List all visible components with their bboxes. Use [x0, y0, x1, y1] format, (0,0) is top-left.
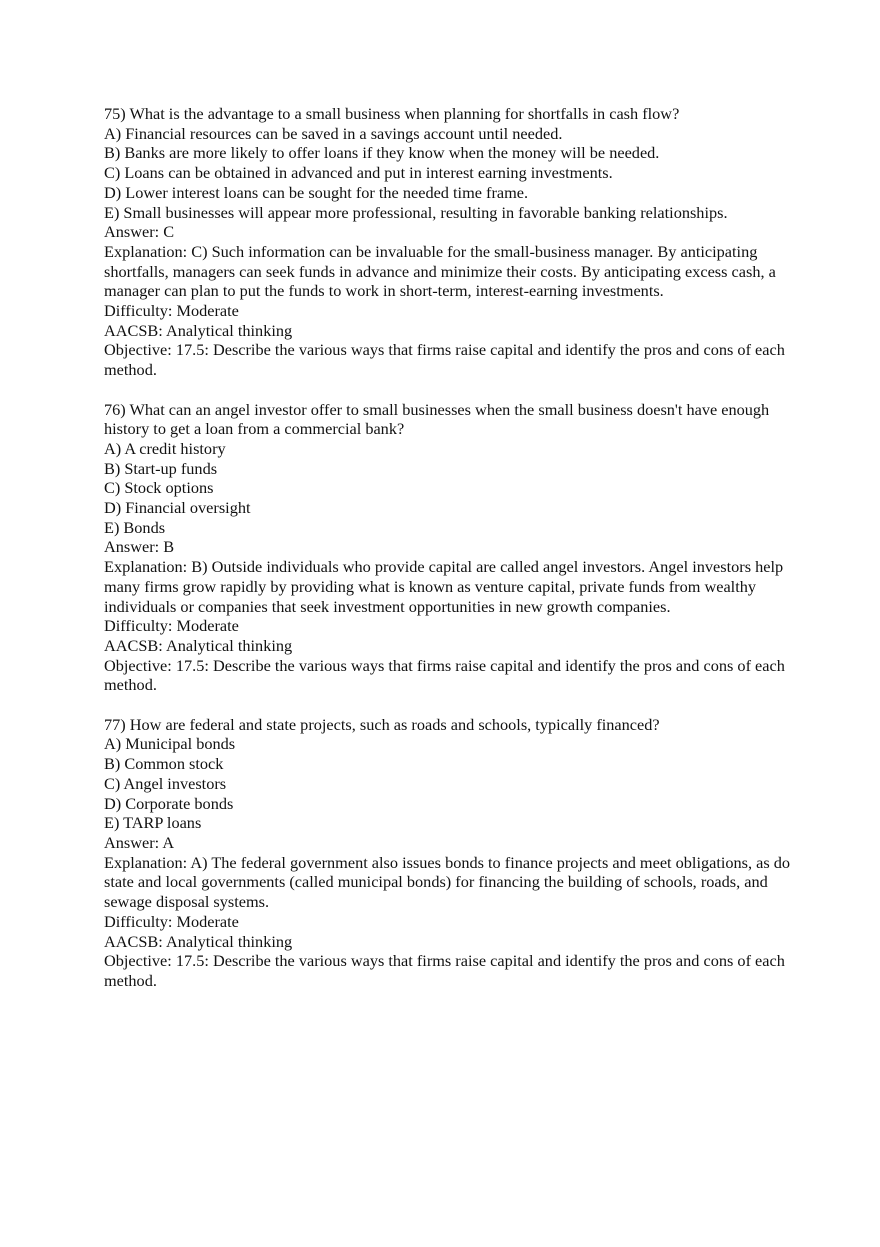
answer-option-b: B) Start-up funds: [104, 458, 218, 478]
answer-option-c: C) Loans can be obtained in advanced and put in interest earning investments.: [104, 163, 613, 183]
answer-option-d: D) Lower interest loans can be sought for the needed time frame.: [104, 182, 529, 202]
question-block-75: [104, 104, 794, 380]
question-prompt: 75) What is the advantage to a small business when planning for shortfalls in cash flow?: [104, 104, 680, 123]
explanation-text: Explanation: C) Such information can be invaluable for the small-business manager. By anticipating shortfalls, managers can seek funds in advance and minimize their costs. By anticipating excess cash, a manager can plan to put the funds to work in short-term, interest-earning investments.: [104, 241, 776, 301]
explanation-text: Explanation: B) Outside individuals who provide capital are called angel investors. Angel investors help many firms grow rapidly by providing what is known as venture capital, private funds from wealthy individuals or companies that seek investment opportunities in new growth companies.: [104, 557, 784, 616]
answer-option-e: E) TARP loans: [104, 813, 202, 833]
question-block-77: [104, 715, 794, 991]
objective-text: Objective: 17.5: Describe the various ways that firms raise capital and identify the pros and cons of each method.: [104, 340, 785, 380]
answer-option-b: B) Common stock: [104, 754, 224, 774]
answer-option-d: D) Financial oversight: [104, 498, 251, 518]
aacsb-text: AACSB: Analytical thinking: [104, 320, 293, 340]
answer-option-d: D) Corporate bonds: [104, 793, 234, 813]
correct-answer: Answer: A: [104, 832, 175, 852]
answer-option-e: E) Bonds: [104, 517, 166, 537]
aacsb-text: AACSB: Analytical thinking: [104, 931, 293, 951]
difficulty-text: Difficulty: Moderate: [104, 911, 239, 931]
objective-text: Objective: 17.5: Describe the various ways that firms raise capital and identify the pros and cons of each method.: [104, 655, 785, 695]
explanation-text: Explanation: A) The federal government also issues bonds to finance projects and meet obligations, as do state and local governments (called municipal bonds) for financing the building of schools, roads, and sewage disposal systems.: [104, 852, 791, 912]
question-prompt: 76) What can an angel investor offer to small businesses when the small business doesn't have enough history to get a loan from a commercial bank?: [104, 399, 770, 439]
answer-option-a: A) A credit history: [104, 438, 226, 458]
answer-option-a: A) Financial resources can be saved in a savings account until needed.: [104, 123, 563, 143]
correct-answer: Answer: C: [104, 222, 175, 242]
difficulty-text: Difficulty: Moderate: [104, 616, 239, 636]
question-prompt: 77) How are federal and state projects, such as roads and schools, typically financed?: [104, 714, 660, 734]
aacsb-text: AACSB: Analytical thinking: [104, 635, 293, 655]
answer-option-a: A) Municipal bonds: [104, 734, 236, 754]
question-block-76: [104, 400, 794, 696]
difficulty-text: Difficulty: Moderate: [104, 301, 239, 321]
document-page: [104, 104, 794, 1010]
answer-option-c: C) Stock options: [104, 478, 214, 498]
answer-option-b: B) Banks are more likely to offer loans if they know when the money will be needed.: [104, 143, 660, 163]
correct-answer: Answer: B: [104, 537, 175, 557]
answer-option-c: C) Angel investors: [104, 773, 227, 793]
objective-text: Objective: 17.5: Describe the various ways that firms raise capital and identify the pros and cons of each method.: [104, 951, 785, 990]
answer-option-e: E) Small businesses will appear more professional, resulting in favorable banking relationships.: [104, 202, 728, 222]
